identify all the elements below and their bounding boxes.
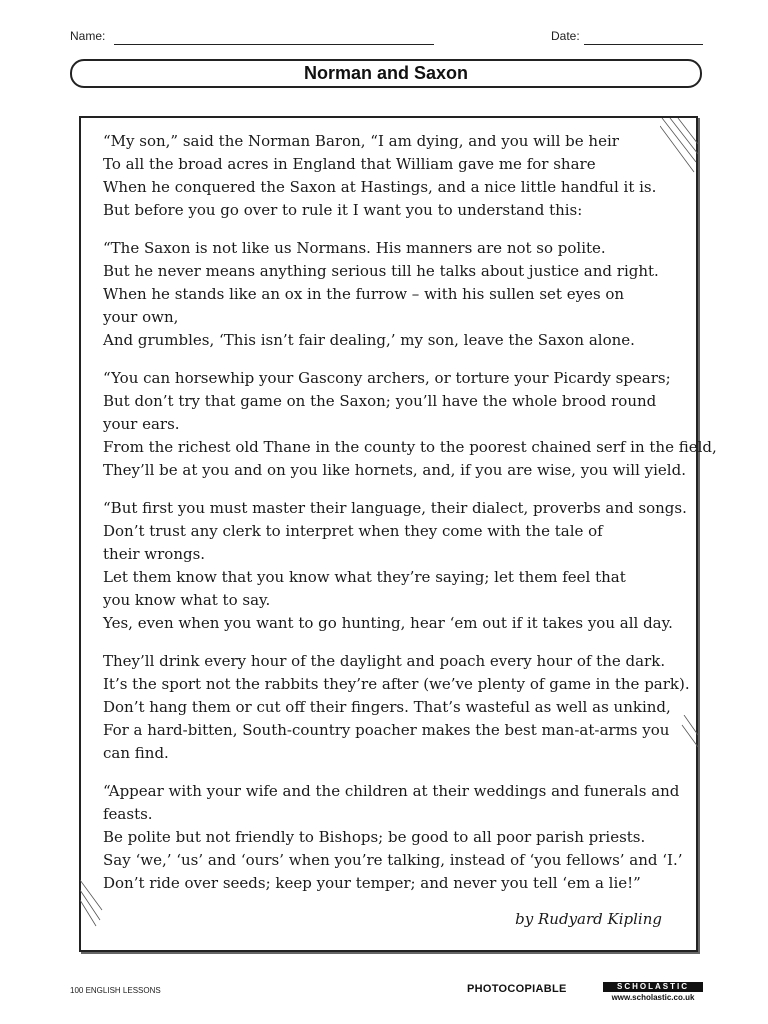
hatch-right-mid-decoration xyxy=(680,715,700,755)
date-line[interactable] xyxy=(584,44,703,45)
scholastic-logo-wordmark: SCHOLASTIC xyxy=(603,982,703,992)
scholastic-logo xyxy=(603,982,703,1004)
stanza-2 xyxy=(103,237,683,352)
poem-line: When he stands like an ox in the furrow – with his sullen set eyes on xyxy=(103,285,625,303)
poem-line: For a hard-bitten, South-country poacher makes the best man-at-arms you xyxy=(103,721,670,739)
poem-line: From the richest old Thane in the county to the poorest chained serf in the field, xyxy=(103,438,717,456)
poem-body xyxy=(103,130,717,910)
poem-line: Don’t ride over seeds; keep your temper; and never you tell ‘em a lie!” xyxy=(103,874,641,892)
poem-line: It’s the sport not the rabbits they’re after (we’ve plenty of game in the park). xyxy=(103,675,690,693)
date-label: Date: xyxy=(551,29,580,43)
poem-line: Say ‘we,’ ‘us’ and ‘ours’ when you’re talking, instead of ‘you fellows’ and ‘I.’ xyxy=(103,851,683,869)
poem-byline: by Rudyard Kipling xyxy=(515,910,662,928)
stanza-1 xyxy=(103,130,683,222)
poem-line: your own, xyxy=(103,308,179,326)
poem-line: And grumbles, ‘This isn’t fair dealing,’ my son, leave the Saxon alone. xyxy=(103,331,635,349)
poem-line: Don’t trust any clerk to interpret when they come with the tale of xyxy=(103,522,603,540)
poem-line: feasts. xyxy=(103,805,153,823)
poem-line: your ears. xyxy=(103,415,180,433)
poem-line: Yes, even when you want to go hunting, hear ‘em out if it takes you all day. xyxy=(103,614,673,632)
poem-line: But he never means anything serious till he talks about justice and right. xyxy=(103,262,659,280)
poem-line: you know what to say. xyxy=(103,591,271,609)
poem-line: Don’t hang them or cut off their fingers. That’s wasteful as well as unkind, xyxy=(103,698,671,716)
stanza-6 xyxy=(103,780,683,895)
footer-series-label: 100 ENGLISH LESSONS xyxy=(70,986,161,995)
poem-line: But before you go over to rule it I want you to understand this: xyxy=(103,201,583,219)
stanza-5 xyxy=(103,650,690,765)
poem-line: Be polite but not friendly to Bishops; be good to all poor parish priests. xyxy=(103,828,646,846)
poem-line: “Appear with your wife and the children at their weddings and funerals and xyxy=(103,782,680,800)
poem-line: To all the broad acres in England that William gave me for share xyxy=(103,155,596,173)
poem-line: When he conquered the Saxon at Hastings, and a nice little handful it is. xyxy=(103,178,657,196)
poem-line: They’ll be at you and on you like hornets, and, if you are wise, you will yield. xyxy=(103,461,686,479)
name-label: Name: xyxy=(70,29,106,43)
poem-line: “You can horsewhip your Gascony archers, or torture your Picardy spears; xyxy=(103,369,671,387)
scholastic-url: www.scholastic.co.uk xyxy=(611,993,695,1002)
poem-line: their wrongs. xyxy=(103,545,206,563)
poem-line: “The Saxon is not like us Normans. His manners are not so polite. xyxy=(103,239,606,257)
poem-line: “But first you must master their language, their dialect, proverbs and songs. xyxy=(103,499,687,517)
poem-line: They’ll drink every hour of the daylight and poach every hour of the dark. xyxy=(103,652,666,670)
name-line[interactable] xyxy=(114,44,434,45)
poem-line: Let them know that you know what they’re saying; let them feel that xyxy=(103,568,626,586)
stanza-4 xyxy=(103,497,687,635)
footer-photocopiable-label: PHOTOCOPIABLE xyxy=(467,983,567,995)
stanza-3 xyxy=(103,367,717,482)
poem-line: “My son,” said the Norman Baron, “I am dying, and you will be heir xyxy=(103,132,619,150)
poem-line: But don’t try that game on the Saxon; you’ll have the whole brood round xyxy=(103,392,657,410)
poem-line: can find. xyxy=(103,744,169,762)
page-title: Norman and Saxon xyxy=(70,59,702,88)
